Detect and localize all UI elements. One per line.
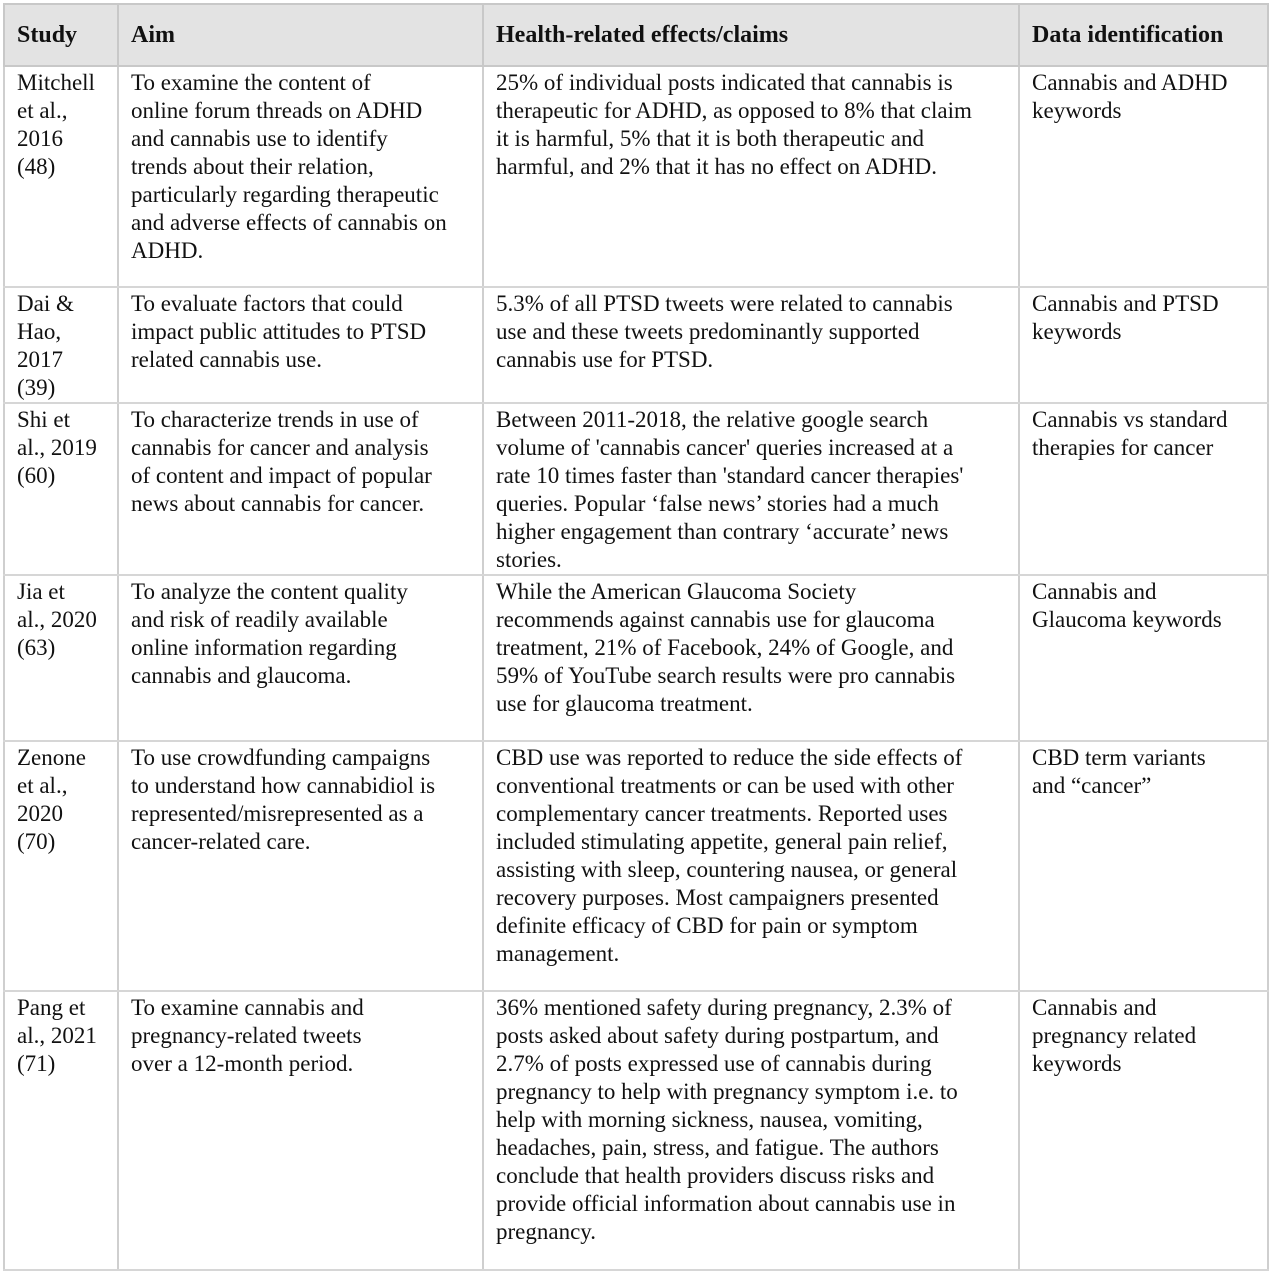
cell-effects: CBD use was reported to reduce the side effects of conventional treatments or can be used with other complementary cancer treatments. Reported uses included stimulating appetite, general pain relief, assisting with sleep, countering nausea, or general recovery purposes. Most campaigners presented definite efficacy of CBD for pain or symptom management.	[483, 741, 1019, 991]
header-study: Study	[4, 4, 118, 66]
cell-data-identification: CBD term variants and “cancer”	[1019, 741, 1268, 991]
studies-table	[3, 3, 1269, 1271]
cell-study: Jia et al., 2020 (63)	[4, 575, 118, 741]
header-data-identification: Data identification	[1019, 4, 1268, 66]
cell-study: Shi et al., 2019 (60)	[4, 403, 118, 575]
table-row	[4, 741, 1268, 991]
cell-data-identification: Cannabis and pregnancy related keywords	[1019, 991, 1268, 1270]
cell-study: Zenone et al., 2020 (70)	[4, 741, 118, 991]
cell-aim: To analyze the content quality and risk of readily available online information regarding cannabis and glaucoma.	[118, 575, 483, 741]
cell-study: Dai & Hao, 2017 (39)	[4, 287, 118, 403]
cell-data-identification: Cannabis and ADHD keywords	[1019, 66, 1268, 287]
table-body	[4, 66, 1268, 1270]
cell-data-identification: Cannabis and PTSD keywords	[1019, 287, 1268, 403]
cell-effects: 5.3% of all PTSD tweets were related to cannabis use and these tweets predominantly supported cannabis use for PTSD.	[483, 287, 1019, 403]
cell-study: Mitchell et al., 2016 (48)	[4, 66, 118, 287]
table-row	[4, 287, 1268, 403]
cell-aim: To examine cannabis and pregnancy-related tweets over a 12-month period.	[118, 991, 483, 1270]
cell-aim: To evaluate factors that could impact public attitudes to PTSD related cannabis use.	[118, 287, 483, 403]
header-row	[4, 4, 1268, 66]
table-row	[4, 403, 1268, 575]
table-header	[4, 4, 1268, 66]
cell-data-identification: Cannabis vs standard therapies for cancer	[1019, 403, 1268, 575]
cell-aim: To examine the content of online forum threads on ADHD and cannabis use to identify trends about their relation, particularly regarding therapeutic and adverse effects of cannabis on ADHD.	[118, 66, 483, 287]
cell-effects: Between 2011-2018, the relative google search volume of 'cannabis cancer' queries increased at a rate 10 times faster than 'standard cancer therapies' queries. Popular ‘false news’ stories had a much higher engagement than contrary ‘accurate’ news stories.	[483, 403, 1019, 575]
header-aim: Aim	[118, 4, 483, 66]
cell-effects: While the American Glaucoma Society recommends against cannabis use for glaucoma treatment, 21% of Facebook, 24% of Google, and 59% of YouTube search results were pro cannabis use for glaucoma treatment.	[483, 575, 1019, 741]
cell-study: Pang et al., 2021 (71)	[4, 991, 118, 1270]
cell-aim: To characterize trends in use of cannabis for cancer and analysis of content and impact of popular news about cannabis for cancer.	[118, 403, 483, 575]
table-row	[4, 575, 1268, 741]
cell-data-identification: Cannabis and Glaucoma keywords	[1019, 575, 1268, 741]
cell-effects: 36% mentioned safety during pregnancy, 2.3% of posts asked about safety during postpartum, and 2.7% of posts expressed use of cannabis during pregnancy to help with pregnancy symptom i.e. to help with morning sickness, nausea, vomiting, headaches, pain, stress, and fatigue. The authors conclude that health providers discuss risks and provide official information about cannabis use in pregnancy.	[483, 991, 1019, 1270]
header-effects: Health-related effects/claims	[483, 4, 1019, 66]
cell-effects: 25% of individual posts indicated that cannabis is therapeutic for ADHD, as opposed to 8% that claim it is harmful, 5% that it is both therapeutic and harmful, and 2% that it has no effect on ADHD.	[483, 66, 1019, 287]
table-row	[4, 991, 1268, 1270]
cell-aim: To use crowdfunding campaigns to understand how cannabidiol is represented/misrepresented as a cancer-related care.	[118, 741, 483, 991]
table-row	[4, 66, 1268, 287]
